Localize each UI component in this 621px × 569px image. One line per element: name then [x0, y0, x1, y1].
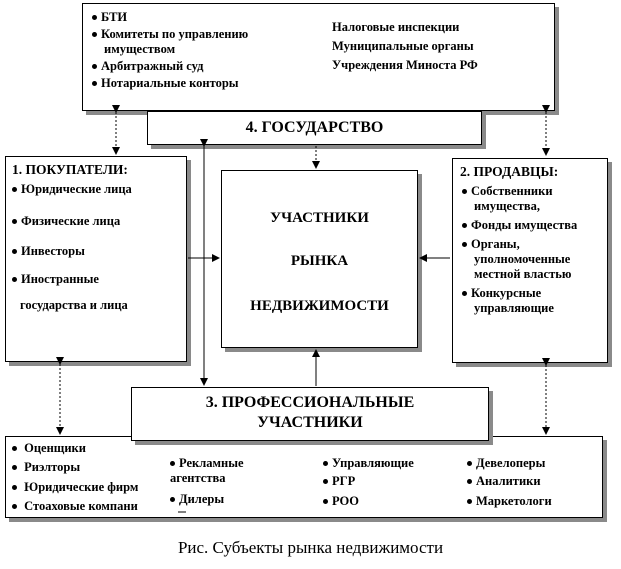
bullet-text: Маркетологи	[476, 494, 552, 508]
bullet-text: РОО	[332, 494, 360, 508]
bullet-text: Иностранные	[21, 272, 99, 286]
bullet-text: Оценщики	[24, 441, 86, 455]
bullet-text: Физические лица	[21, 214, 121, 228]
bullet-text: Управляющие	[332, 456, 414, 470]
bullet-text: Фонды имущества	[471, 218, 578, 232]
sellers-title: 2. ПРОДАВЦЫ:	[460, 164, 559, 179]
bullet-text: Собственники имущества,	[471, 184, 553, 213]
professionals-label-line2: УЧАСТНИКИ	[257, 414, 363, 431]
bullet-text: Стоаховые компани	[24, 499, 138, 513]
bullet-text: РГР	[332, 474, 356, 488]
bullet-text: Конкурсные управляющие	[471, 286, 554, 315]
buyers-tail: государства и лица	[20, 298, 128, 312]
government-plain-item: Учреждения Миноста РФ	[332, 58, 478, 72]
bullet-text: Аналитики	[476, 474, 541, 488]
bullet-text: Девелоперы	[476, 456, 546, 470]
professionals-label-line1: 3. ПРОФЕССИОНАЛЬНЫЕ	[205, 394, 415, 411]
bullet-text: Юридические фирм	[24, 480, 139, 494]
bullet-text: Дилеры	[179, 492, 225, 506]
bullet-text: Комитеты по управлению имуществом	[101, 27, 249, 56]
center-line: НЕДВИЖИМОСТИ	[250, 298, 389, 314]
bullet-text: Арбитражный суд	[101, 59, 204, 73]
government-plain-item: Муниципальные органы	[332, 39, 474, 53]
bullet-text: Нотариальные конторы	[101, 76, 239, 90]
center-line: РЫНКА	[290, 253, 349, 269]
bullet-text: Инвесторы	[21, 244, 85, 258]
bullet-text: Рекламные агентства	[170, 456, 244, 485]
bullet-text: БТИ	[101, 10, 128, 24]
bullet-text: Юридические лица	[21, 182, 132, 196]
center-line: УЧАСТНИКИ	[270, 210, 369, 226]
government-label: 4. ГОСУДАРСТВО	[245, 119, 384, 136]
bullet-text: Органы, уполномоченные местной властью	[471, 237, 572, 281]
government-plain-item: Налоговые инспекции	[332, 20, 460, 34]
figure-caption: Рис. Субъекты рынка недвижимости	[177, 538, 444, 557]
bullet-text: Риэлторы	[24, 460, 81, 474]
buyers-title: 1. ПОКУПАТЕЛИ:	[12, 162, 128, 177]
